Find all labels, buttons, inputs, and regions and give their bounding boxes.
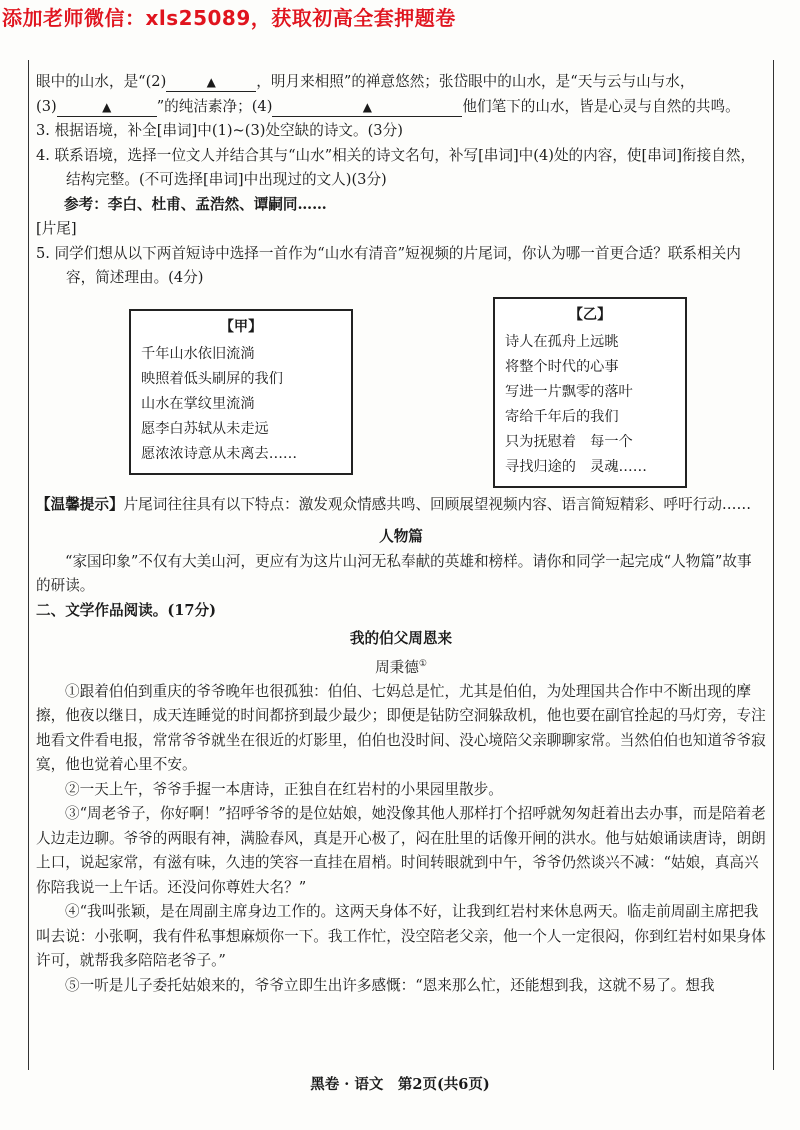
poem-line: 山水在掌纹里流淌 bbox=[141, 395, 255, 412]
question-4-reference: 参考：李白、杜甫、孟浩然、谭嗣同…… bbox=[64, 195, 327, 213]
tip bbox=[36, 493, 766, 518]
question-5: 5. 同学们想从以下两首短诗中选择一首作为“山水有清音”短视频的片尾词，你认为哪一首更合适？联系相关内容，简述理由。(4分) bbox=[36, 244, 741, 286]
article-paragraph: ②一天上午，爷爷手握一本唐诗，正独自在红岩村的小果园里散步。 bbox=[65, 780, 503, 798]
tip-text: 片尾词往往具有以下特点：激发观众情感共鸣、回顾展望视频内容、语言简短精彩、呼吁行动…… bbox=[123, 495, 752, 513]
author-name: 周秉德 bbox=[375, 658, 419, 676]
poem-line: 只为抚慰着 每一个 bbox=[505, 433, 633, 450]
poem-jia-title: 【甲】 bbox=[219, 318, 263, 335]
poem-line: 写进一片飘零的落叶 bbox=[505, 383, 633, 400]
answer-blank-3[interactable] bbox=[57, 98, 157, 117]
people-intro: “家国印象”不仅有大美山河，更应有为这片山河无私奉献的英雄和榜样。请你和同学一起完成“人物篇”故事的研读。 bbox=[36, 552, 752, 594]
blank-mark: ▲ bbox=[102, 99, 112, 114]
watermark-text: 添加老师微信：xls25089，获取初高全套押题卷 bbox=[2, 6, 456, 30]
poem-yi-title: 【乙】 bbox=[568, 306, 612, 323]
article-paragraph: ⑤一听是儿子委托姑娘来的，爷爷立即生出许多感慨：“恩来那么忙，还能想到我，这就不易了。想我 bbox=[65, 976, 715, 994]
answer-blank-4[interactable] bbox=[272, 98, 462, 117]
tail-label: [片尾] bbox=[36, 220, 77, 237]
poem-line: 寄给千年后的我们 bbox=[505, 408, 619, 425]
page-footer: 黑卷 · 语文 第2页(共6页) bbox=[310, 1076, 490, 1093]
poem-line: 愿浓浓诗意从未离去…… bbox=[141, 445, 298, 462]
tip-label: 【温馨提示】 bbox=[36, 495, 124, 513]
blank-mark: ▲ bbox=[362, 99, 372, 114]
article-paragraph: ③“周老爷子，你好啊！”招呼爷爷的是位姑娘，她没像其他人那样打个招呼就匆匆赶着出去办事，而是陪着老人边走边聊。爷爷的两眼有神，满脸春风，真是开心极了，闷在肚里的话像开闸的洪水。他与姑娘诵读唐诗，朗朗上口，说起家常，有滋有味，久违的笑容一直挂在眉梢。时间转眼就到中午，爷爷仍然谈兴不减：“姑娘，真高兴你陪我说一上午话。还没问你尊姓大名？” bbox=[36, 805, 766, 896]
intro-text: ，明月来相照”的禅意悠然；张岱眼中的山水，是“天与云与山与水， bbox=[256, 73, 695, 90]
question-3: 3. 根据语境，补全[串词]中(1)~(3)处空缺的诗文。(3分) bbox=[36, 122, 403, 139]
part-2-heading: 二、文学作品阅读。(17分) bbox=[36, 601, 217, 619]
article-paragraph: ①跟着伯伯到重庆的爷爷晚年也很孤独：伯伯、七妈总是忙，尤其是伯伯，为处理国共合作中不断出现的摩擦，他夜以继日，成天连睡觉的时间都挤到最少最少；即便是钻防空洞躲敌机，他也要在副官拴起的马灯旁，专注地看文件看电报，常常爷爷就坐在很近的灯影里，伯伯也没时间、没心境陪父亲聊聊家常。当然伯伯也知道爷爷寂寞，他也觉着心里不安。 bbox=[36, 682, 766, 774]
section-people-title: 人物篇 bbox=[379, 528, 423, 545]
intro-line-1 bbox=[36, 70, 766, 95]
blank-mark: ▲ bbox=[206, 75, 216, 89]
poem-jia-box bbox=[129, 309, 353, 475]
intro-text: 他们笔下的山水，皆是心灵与自然的共鸣。 bbox=[462, 97, 740, 115]
intro-text: 眼中的山水，是“(2) bbox=[36, 73, 167, 90]
poem-line: 千年山水依旧流淌 bbox=[141, 345, 255, 362]
page-content bbox=[36, 70, 766, 998]
article-paragraph: ④“我叫张颖，是在周副主席身边工作的。这两天身体不好，让我到红岩村来休息两天。临走前周副主席把我叫去说：小张啊，我有件私事想麻烦你一下。我工作忙，没空陪老父亲，他一个人一定很闷，你到红岩村如果身体许可，就帮我多陪陪老爷子。” bbox=[36, 903, 766, 970]
poem-boxes bbox=[36, 297, 766, 493]
intro-text: ”的纯洁素净；(4) bbox=[156, 97, 273, 115]
article-title: 我的伯父周恩来 bbox=[349, 630, 453, 647]
intro-line-2 bbox=[36, 95, 766, 120]
poem-line: 诗人在孤舟上远眺 bbox=[505, 333, 619, 350]
intro-text: (3) bbox=[36, 97, 57, 115]
poem-line: 愿李白苏轼从未走远 bbox=[141, 420, 269, 437]
article-author bbox=[36, 652, 766, 680]
poem-yi-box bbox=[493, 297, 687, 488]
author-footnote-mark: ① bbox=[418, 658, 427, 669]
question-4: 4. 联系语境，选择一位文人并结合其与“山水”相关的诗文名句，补写[串词]中(4)处的内容，使[串词]衔接自然，结构完整。(不可选择[串词]中出现过的文人)(3分) bbox=[36, 146, 756, 188]
poem-line: 寻找归途的 灵魂…… bbox=[505, 458, 647, 475]
answer-blank-2[interactable] bbox=[166, 73, 256, 92]
poem-line: 将整个时代的心事 bbox=[505, 358, 619, 375]
poem-line: 映照着低头刷屏的我们 bbox=[141, 370, 283, 387]
